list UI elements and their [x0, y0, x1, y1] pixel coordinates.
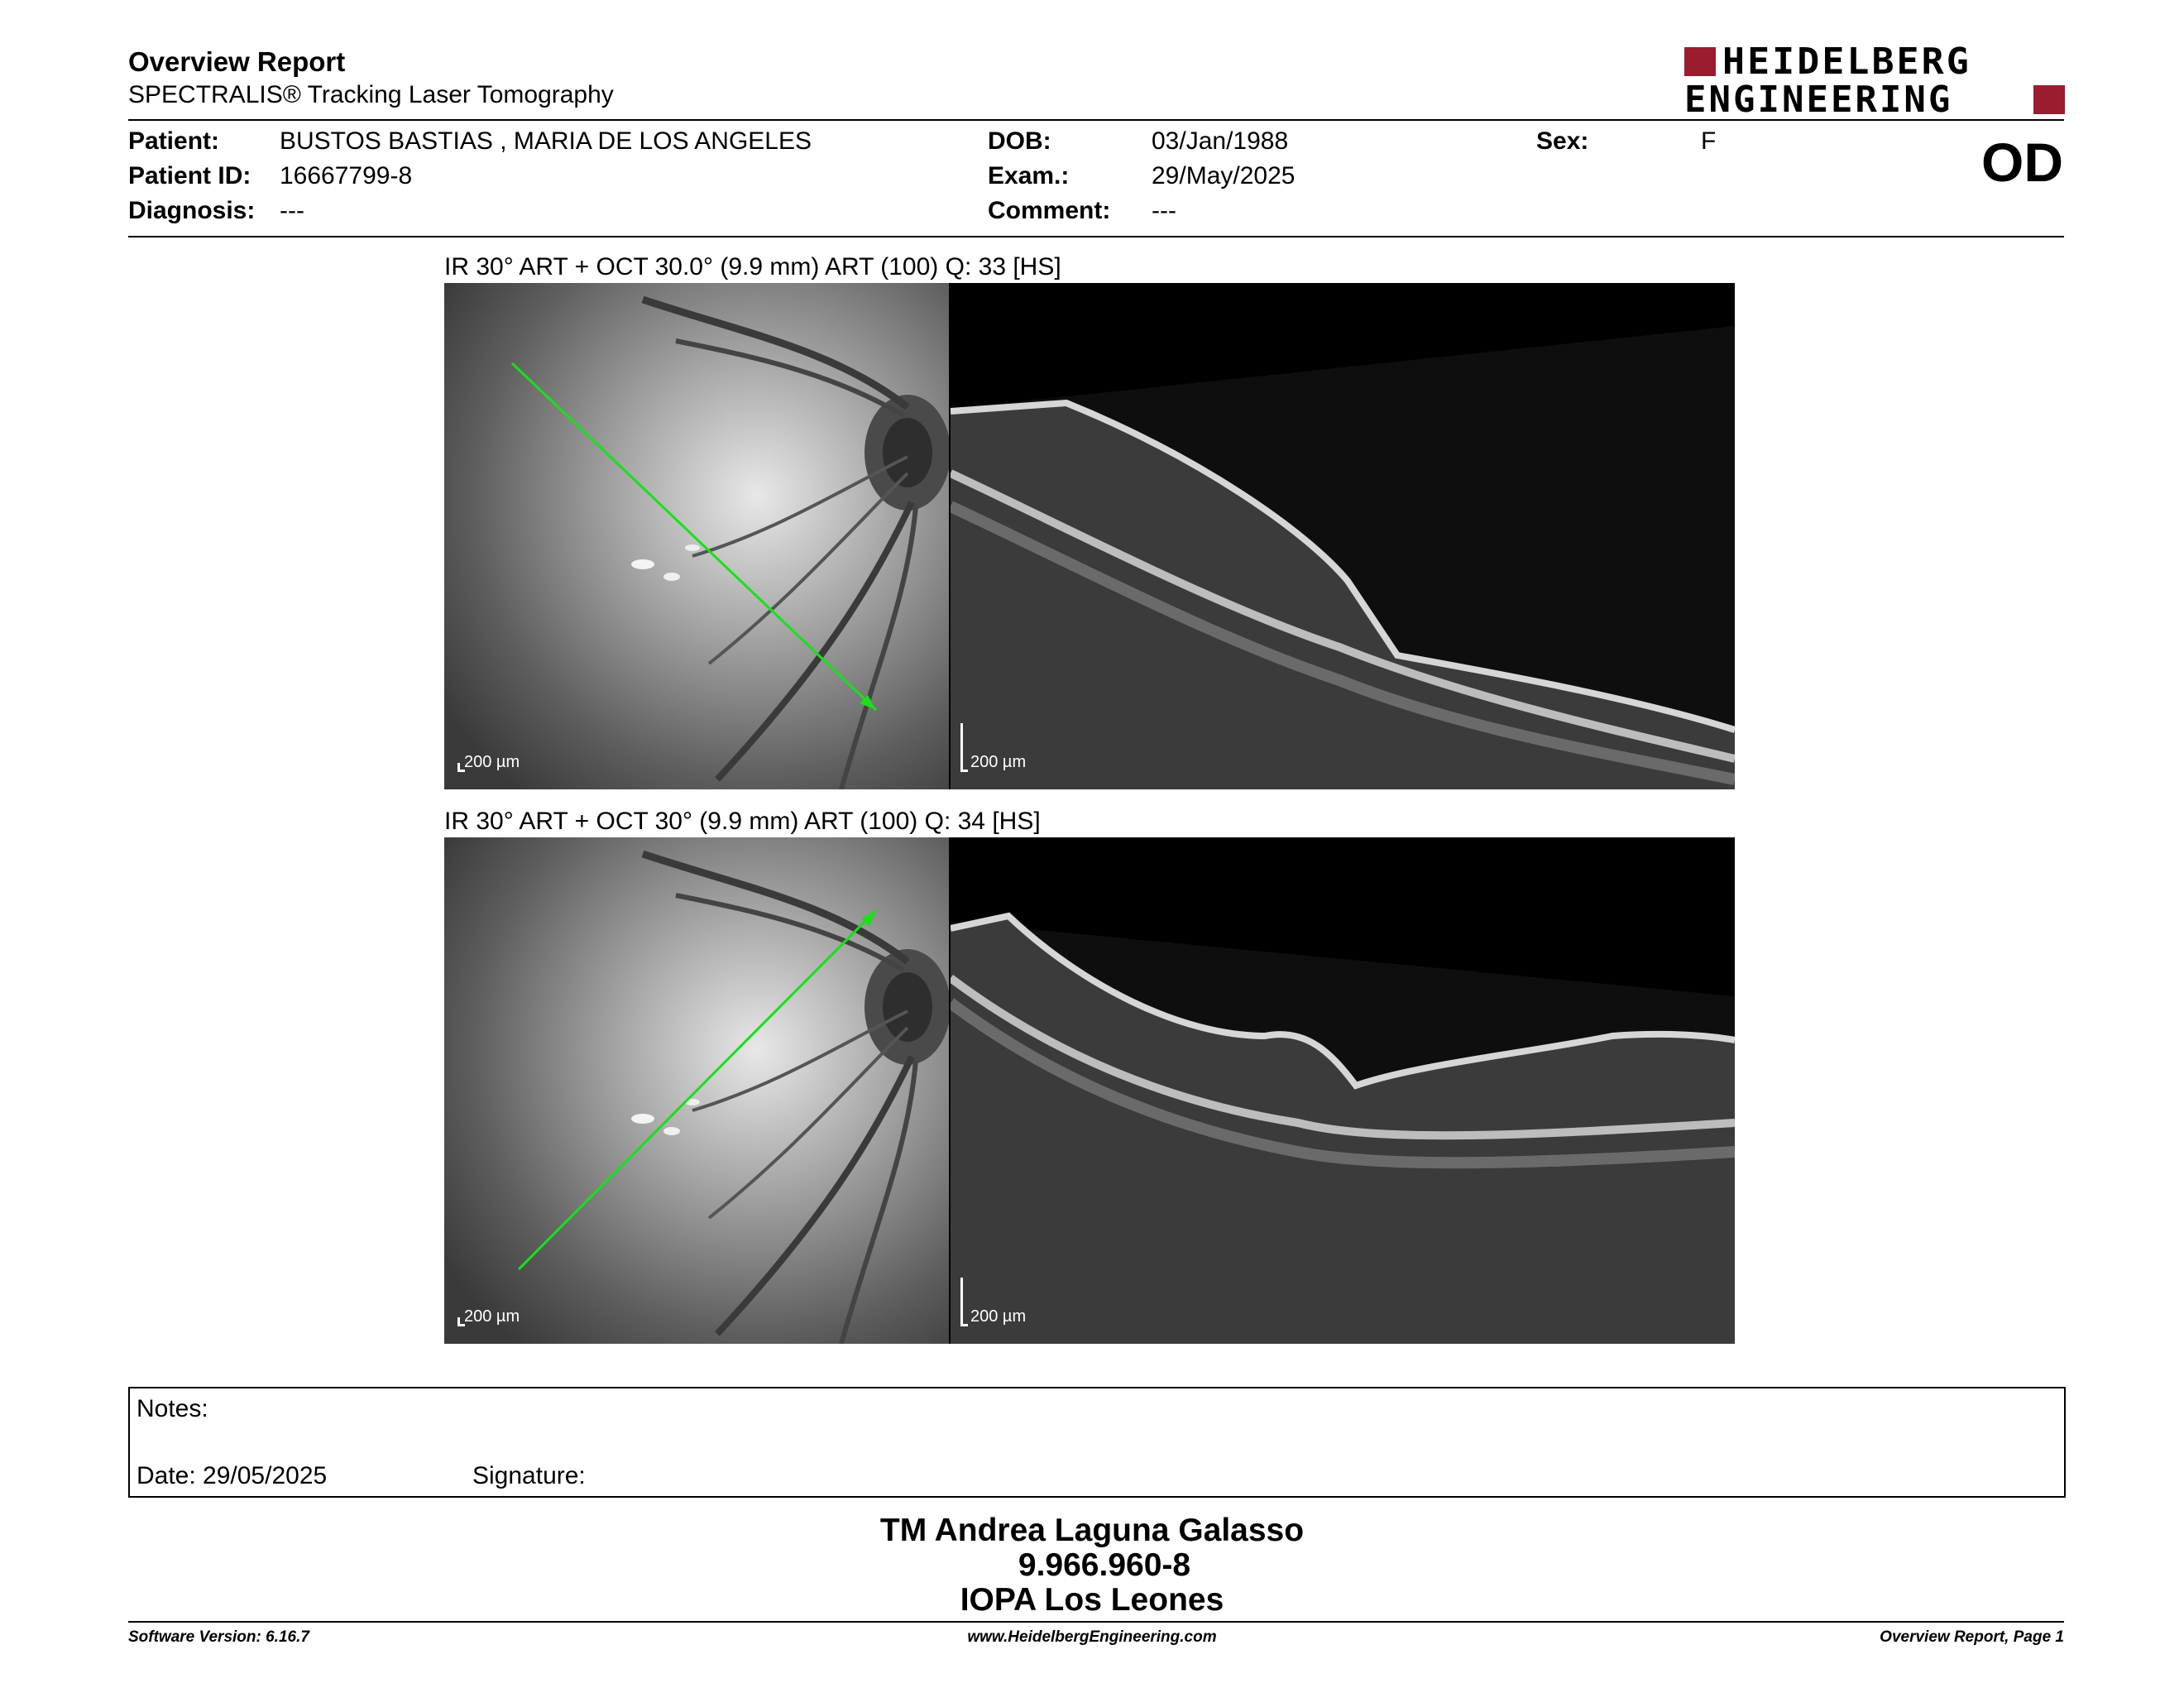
- patient-id-label: Patient ID:: [128, 162, 251, 189]
- notes-label: Notes:: [136, 1395, 208, 1422]
- info-divider: [128, 236, 2064, 237]
- sex-value: F: [1701, 127, 1717, 155]
- scan-caption-1: IR 30° ART + OCT 30.0° (9.9 mm) ART (100) Q: 33 [HS]: [444, 253, 1061, 281]
- oct-bscan-image-2: [951, 837, 1735, 1344]
- oct-scale-bar-1: [960, 723, 968, 772]
- fundus-image-2: [444, 837, 949, 1344]
- heidelberg-logo: [1684, 41, 2065, 121]
- comment-label: Comment:: [988, 197, 1111, 224]
- footer-divider: [128, 1621, 2064, 1623]
- fundus-scale-label-2: 200 µm: [464, 1307, 520, 1326]
- dob-label: DOB:: [988, 127, 1051, 155]
- oct-bscan-image-1: [951, 283, 1735, 789]
- comment-value: ---: [1152, 197, 1176, 224]
- logo-line-2: ENGINEERING: [1684, 79, 1953, 121]
- scan-caption-2: IR 30° ART + OCT 30° (9.9 mm) ART (100) Q: 34 [HS]: [444, 808, 1041, 835]
- software-version: Software Version: 6.16.7: [128, 1628, 309, 1646]
- signatory-institution: IOPA Los Leones: [960, 1582, 1224, 1618]
- oct-scale-label-2: 200 µm: [970, 1307, 1027, 1326]
- scan-panel-1: [444, 283, 1735, 789]
- exam-label: Exam.:: [988, 162, 1070, 189]
- fundus-scale-label-1: 200 µm: [464, 753, 520, 771]
- signatory-id: 9.966.960-8: [1018, 1547, 1191, 1583]
- date-label: Date: 29/05/2025: [136, 1462, 328, 1489]
- logo-square-top: [1684, 47, 1716, 76]
- logo-line-1: HEIDELBERG: [1722, 41, 1971, 83]
- diagnosis-value: ---: [280, 197, 304, 224]
- exam-value: 29/May/2025: [1152, 162, 1296, 189]
- patient-label: Patient:: [128, 127, 220, 155]
- patient-name: BUSTOS BASTIAS , MARIA DE LOS ANGELES: [280, 127, 812, 155]
- website-link[interactable]: www.HeidelbergEngineering.com: [967, 1628, 1217, 1646]
- report-subtitle: SPECTRALIS® Tracking Laser Tomography: [128, 81, 614, 108]
- diagnosis-label: Diagnosis:: [128, 197, 256, 224]
- dob-value: 03/Jan/1988: [1152, 127, 1289, 155]
- page-number: Overview Report, Page 1: [1880, 1628, 2064, 1646]
- signature-label: Signature:: [472, 1462, 586, 1489]
- patient-id: 16667799-8: [280, 162, 413, 189]
- sex-label: Sex:: [1536, 127, 1589, 155]
- fundus-image-1: [444, 283, 949, 789]
- notes-box: [128, 1387, 2066, 1498]
- scan-panel-2: [444, 837, 1735, 1344]
- report-title: Overview Report: [128, 46, 346, 77]
- oct-scale-bar-2: [960, 1278, 968, 1326]
- logo-square-bottom: [2033, 85, 2065, 114]
- eye-label: OD: [1981, 132, 2063, 193]
- header-divider: [128, 119, 2064, 121]
- signatory-name: TM Andrea Laguna Galasso: [879, 1513, 1305, 1548]
- oct-scale-label-1: 200 µm: [970, 753, 1027, 771]
